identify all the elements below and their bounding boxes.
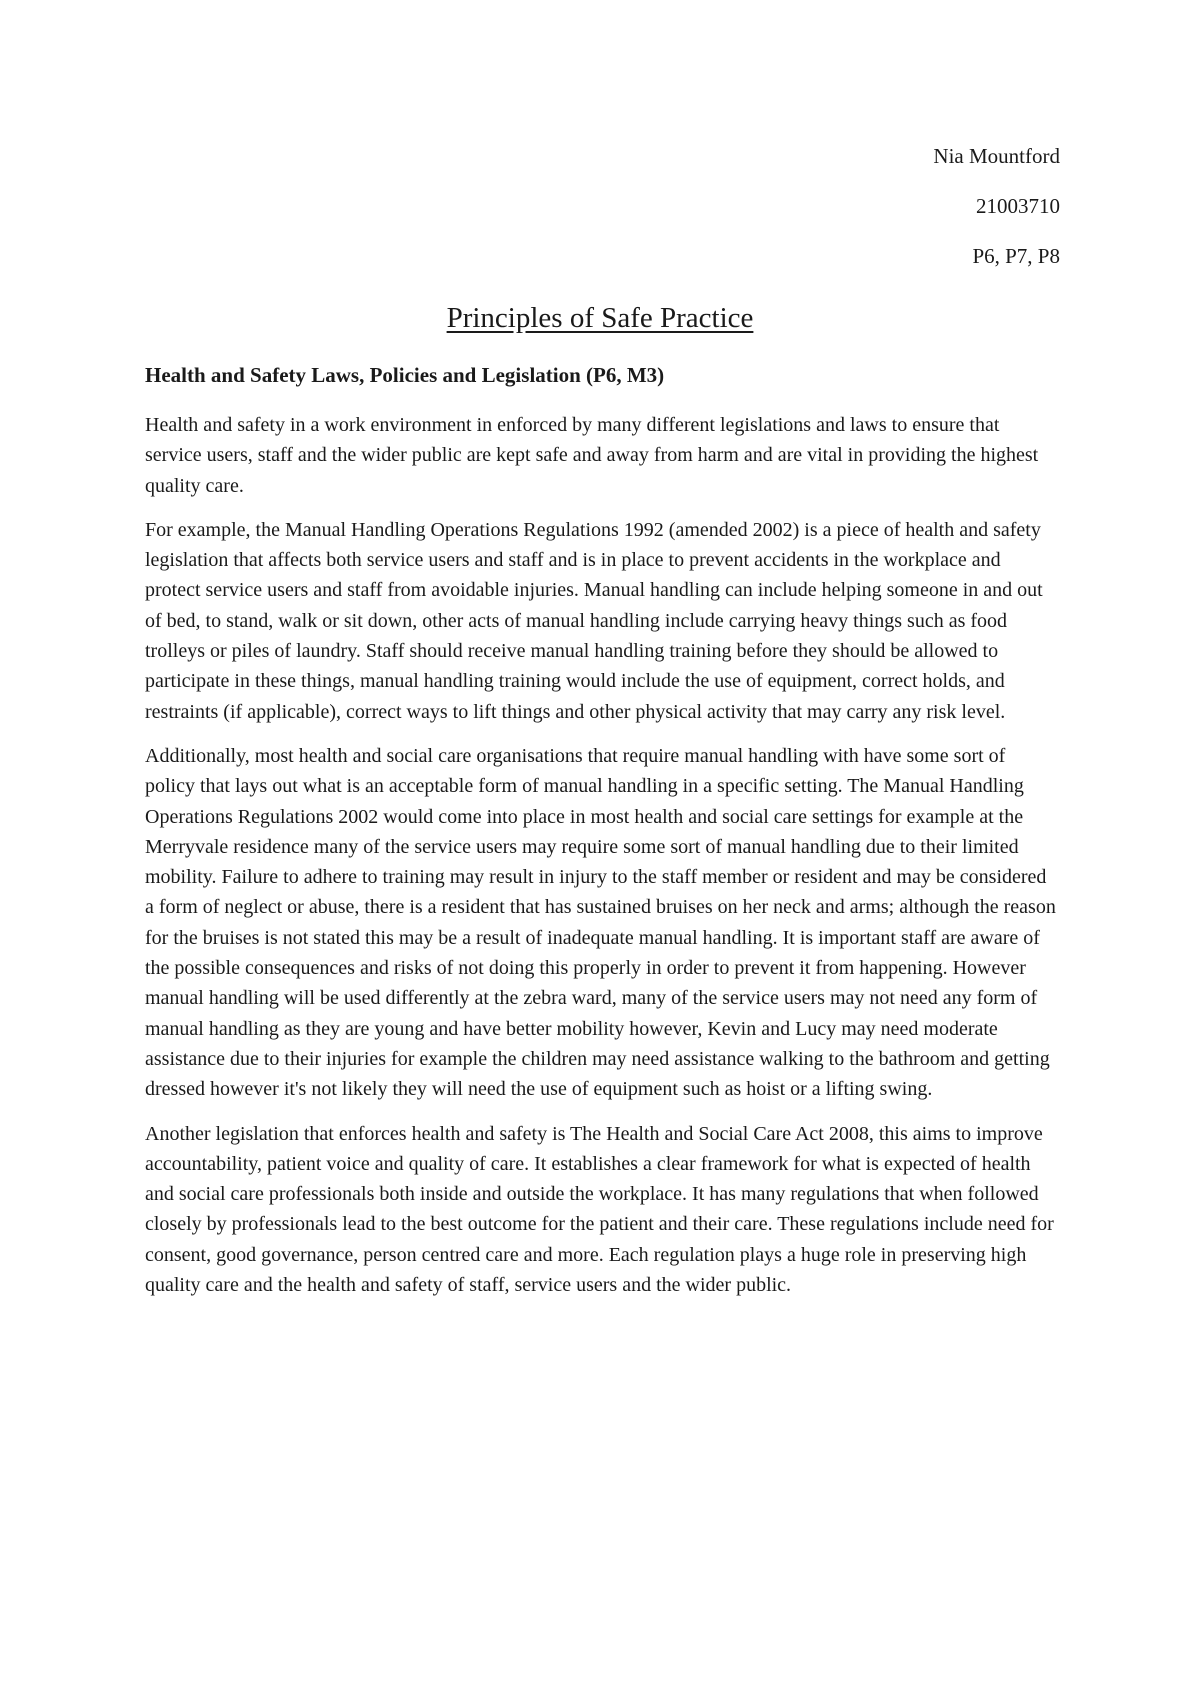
section-heading: Health and Safety Laws, Policies and Legislation (P6, M3): [145, 363, 665, 387]
assessment-criteria: P6, P7, P8: [972, 244, 1060, 268]
document-body: [145, 360, 1060, 1314]
author-name: Nia Mountford: [933, 144, 1060, 168]
student-id: 21003710: [976, 194, 1060, 218]
paragraph-health-social-care-act: Another legislation that enforces health and safety is The Health and Social Care Act 2008, this aims to improve accountability, patient voice and quality of care. It establishes a clear framework for what is expected of health and social care professionals both inside and outside the workplace. It has many regulations that when followed closely by professionals lead to the best outcome for the patient and their care. These regulations include need for consent, good governance, person centred care and more. Each regulation plays a huge role in preserving high quality care and the health and safety of staff, service users and the wider public.: [145, 1122, 1054, 1297]
paragraph-policy-settings: Additionally, most health and social care organisations that require manual handling with have some sort of policy that lays out what is an acceptable form of manual handling in a specific setting. The Manual Handling Operations Regulations 2002 would come into place in most health and social care settings for example at the Merryvale residence many of the service users may require some sort of manual handling due to their limited mobility. Failure to adhere to training may result in injury to the staff member or resident and may be considered a form of neglect or abuse, there is a resident that has sustained bruises on her neck and arms; although the reason for the bruises is not stated this may be a result of inadequate manual handling. It is important staff are aware of the possible consequences and risks of not doing this properly in order to prevent it from happening. However manual handling will be used differently at the zebra ward, many of the service users may not need any form of manual handling as they are young and have better mobility however, Kevin and Lucy may need moderate assistance due to their injuries for example the children may need assistance walking to the bathroom and getting dressed however it's not likely they will need the use of equipment such as hoist or a lifting swing.: [145, 744, 1056, 1101]
paragraph-intro: Health and safety in a work environment in enforced by many different legislations and laws to ensure that service users, staff and the wider public are kept safe and away from harm and are vital in providing the highest quality care.: [145, 414, 1039, 497]
paragraph-manual-handling: For example, the Manual Handling Operations Regulations 1992 (amended 2002) is a piece of health and safety legislation that affects both service users and staff and is in place to prevent accidents in the workplace and protect service users and staff from avoidable injuries. Manual handling can include helping someone in and out of bed, to stand, walk or sit down, other acts of manual handling include carrying heavy things such as food trolleys or piles of laundry. Staff should receive manual handling training before they should be allowed to participate in these things, manual handling training would include the use of equipment, correct holds, and restraints (if applicable), correct ways to lift things and other physical activity that may carry any risk level.: [145, 518, 1043, 723]
author-info: [933, 146, 1060, 296]
document-title: Principles of Safe Practice: [446, 302, 754, 334]
